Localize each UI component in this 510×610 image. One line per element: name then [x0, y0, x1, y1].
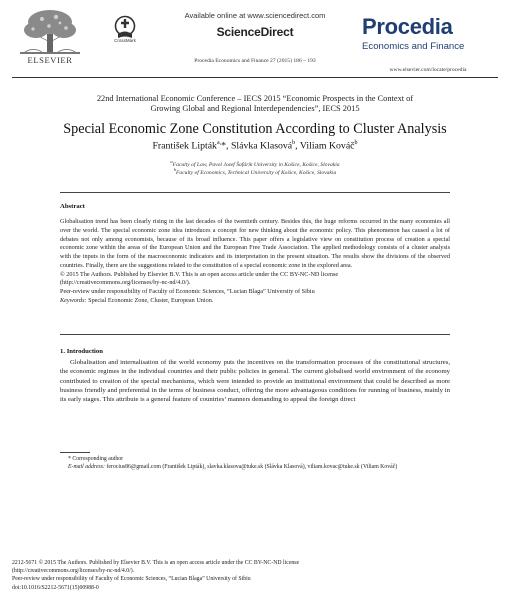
- affiliation-a-text: Faculty of Law, Pavol Jozef Šafárik University in Košice, Košice, Slovakia: [172, 161, 340, 168]
- publisher-name: ELSEVIER: [27, 55, 73, 65]
- sciencedirect-logo[interactable]: ScienceDirect: [216, 25, 294, 39]
- email-list[interactable]: ferocius86@gmail.com (František Lipták), slavka.klasova@tuke.sk (Slávka Klasová), viliam.kovac@tuke.sk (Viliam Kováč): [104, 464, 398, 470]
- author-liptak: František Lipták: [152, 140, 217, 152]
- author-kovac-sup: b: [354, 140, 358, 146]
- conference-line-2: Growing Global and Regional Interdependencies”, IECS 2015: [150, 104, 360, 113]
- journal-url-link[interactable]: www.elsevier.com/locate/procedia: [389, 67, 467, 73]
- conference-line-1: 22nd International Economic Conference – IECS 2015 “Economic Prospects in the Context of: [96, 94, 414, 103]
- affiliation-b: [60, 167, 450, 176]
- abstract-bottom-rule: [60, 334, 450, 335]
- journal-name: Procedia: [362, 14, 453, 39]
- author-list: [40, 140, 470, 151]
- license-link[interactable]: (http://creativecommons.org/licenses/by-nc-nd/4.0/).: [60, 279, 191, 287]
- crossmark-label: CrossMark: [114, 38, 136, 43]
- doi-link[interactable]: doi:10.1016/S2212-5671(15)00988-0: [12, 584, 99, 591]
- corresponding-author-note: * Corresponding author: [68, 456, 124, 462]
- keywords-label: Keywords:: [60, 296, 87, 304]
- abstract-heading: Abstract: [60, 203, 85, 210]
- bottom-peer-review: Peer-review under responsibility of Faculty of Economic Sciences, “Lucian Blaga” University of Sibiu: [12, 576, 251, 583]
- abstract-text: Globalisation trend has been clearly rising in the last decades of the twentieth century. Besides this, the huge reforms occurred in the many economies all over the world. The special economic zone idea introduces a concept for new thinking about the economic policy. This phenomenon has caused a lot of debates not only among economists, because of its broad influence. This paper offers a legislative view on constitution process of creation a special economic zone within the areas of the European Union and the European Free Trade Association. The applied methodology consists of a cluster analysis with the inputs in the form of the macroeconomic indicators and its interpretation in the present situation. The results show the divisions of the observed countries. Finally, there are the suggestions related to the constitution of a special economic zone in the explored area.: [60, 218, 450, 269]
- journal-subtitle: Economics and Finance: [362, 41, 465, 52]
- author-separator: ,: [226, 140, 231, 152]
- abstract-body: [60, 218, 450, 306]
- abstract-top-rule: [60, 192, 450, 193]
- bottom-matter: [12, 559, 498, 592]
- email-label: E-mail address:: [68, 464, 105, 470]
- corresponding-mark: *: [221, 140, 227, 152]
- footnote-rule: [60, 452, 90, 453]
- affiliation-a-sup: a: [170, 159, 173, 164]
- introduction-paragraph: Globalisation and internalisation of the world economy puts the incentives on the transformation processes of the constitutional structures, the economic regimes in the individual countries and their public policies in general. The current globalised world environment of the economy contributed to creation of the special mechanisms, which were intended to provide an institutional environment that could be described as more business friendly and preferential in the terms of business conduct, offering the more advantageous conditions for running of business, mainly in its early stages. This attribute is a general feature of countries’ manners demanding to appeal the foreign direct: [60, 359, 450, 404]
- author-liptak-sup: a,: [216, 140, 222, 146]
- conference-title: [40, 94, 470, 114]
- author-klasova: Slávka Klasová: [230, 140, 293, 152]
- journal-citation: Procedia Economics and Finance 27 (2015) 186 – 193: [194, 58, 316, 64]
- header-divider: [12, 77, 498, 78]
- paper-title: Special Economic Zone Constitution According to Cluster Analysis: [63, 121, 447, 137]
- abstract-copyright: © 2015 The Authors. Published by Elsevier B.V. This is an open access article under the CC BY-NC-ND license: [60, 270, 339, 278]
- available-online-text: Available online at www.sciencedirect.com: [184, 11, 326, 20]
- author-separator: ,: [295, 140, 300, 152]
- affiliation-b-sup: b: [173, 167, 176, 172]
- email-addresses: [68, 464, 450, 470]
- crossmark-icon[interactable]: [114, 15, 136, 39]
- author-klasova-sup: b: [292, 140, 296, 146]
- keywords-text: Special Economic Zone, Cluster, European Union.: [86, 296, 214, 304]
- author-kovac: Viliam Kováč: [299, 140, 355, 152]
- affiliation-b-text: Faculty of Economics, Technical University of Košice, Košice, Slovakia: [175, 169, 337, 176]
- elsevier-tree-logo: [16, 8, 84, 56]
- issn-copyright-line: 2212-5671 © 2015 The Authors. Published by Elsevier B.V. This is an open access article under the CC BY-NC-ND license: [12, 560, 300, 566]
- peer-review-note: Peer-review under responsibility of Faculty of Economic Sciences, “Lucian Blaga” University of Sibiu: [60, 288, 315, 295]
- section-heading-introduction: 1. Introduction: [60, 348, 103, 355]
- bottom-license-link[interactable]: (http://creativecommons.org/licenses/by-nc-nd/4.0/).: [12, 568, 135, 575]
